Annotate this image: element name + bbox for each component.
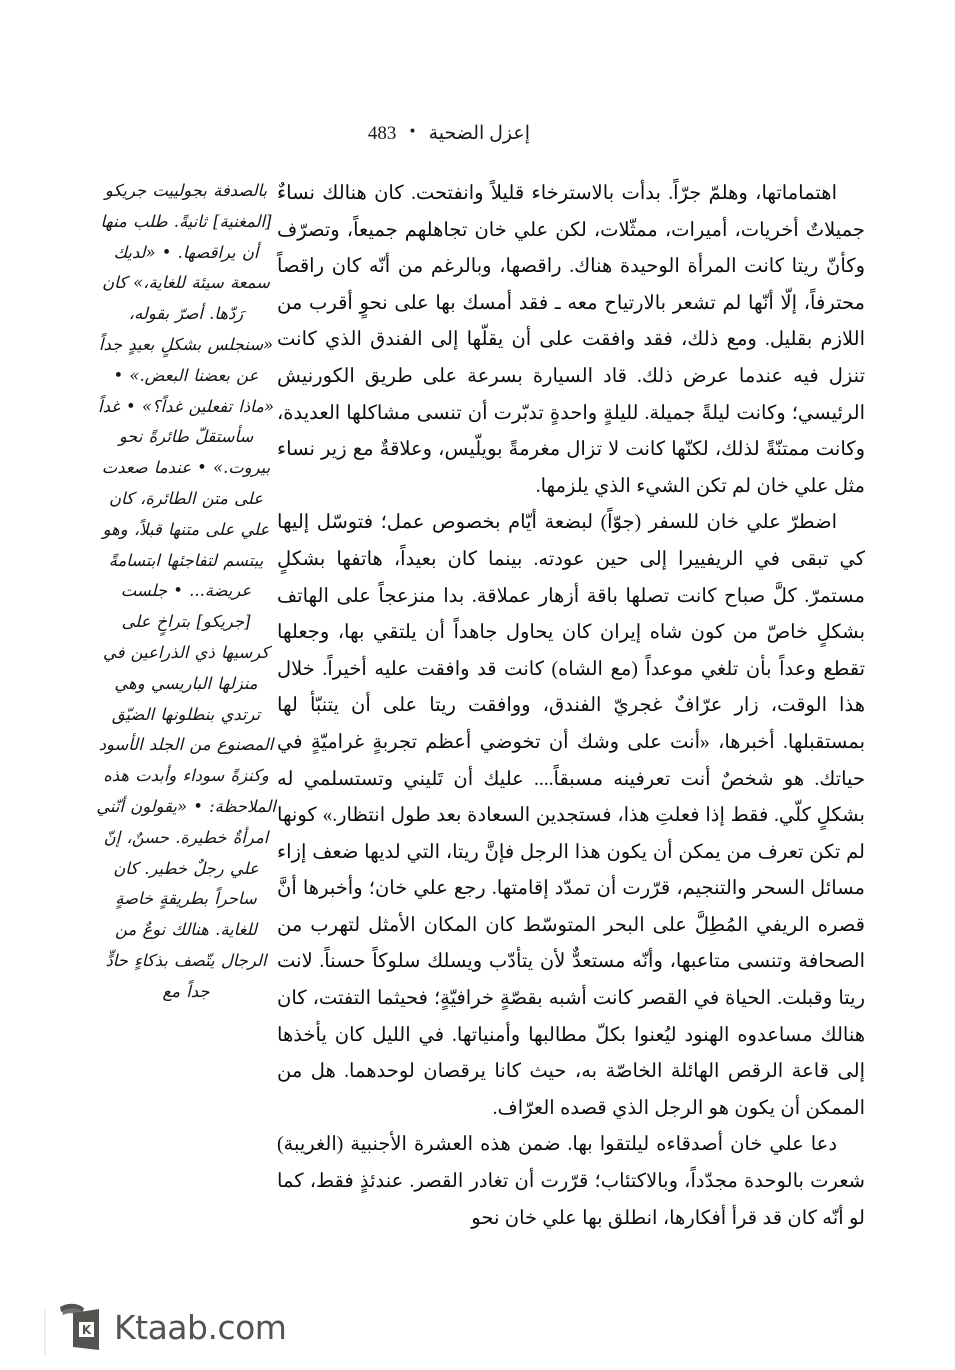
body-paragraph-3: دعا علي خان أصدقاءه ليلتقوا بها. ضمن هذه العشرة الأجنبية (الغريبة) شعرت بالوحدة مجدّداً، وبالاكتئاب؛ قرّرت أن تغادر القصر. عندئذٍ فقط، كما لو أنّه كان قد قرأ أفكارها، انطلق بها علي خان نحو	[277, 1134, 865, 1229]
page-body	[95, 176, 865, 1276]
running-header	[110, 122, 530, 148]
body-paragraph-2: اضطرّ علي خان للسفر (جوّاً) لبضعة أيّام بخصوص عمل؛ فتوسّل إليها كي تبقى في الريفييرا إلى حين عودته. بينما كان بعيداً، هاتفها بشكلٍ مستمرّ. كلَّ صباح كانت تصلها باقة أزهار عملاقة. بدا منزعجاً على الهاتف بشكلٍ خاصّ من كون شاه إيران كان يحاول جاهداً أن يلتقي بها، وجعلها تقطع وعداً بأن تلغي موعداً (مع الشاه) كانت قد وافقت عليه أخيراً. خلال هذا الوقت، زار عرّافٌ غجريّ الفندق، ووافقت ريتا على أن يتنبّأ لها بمستقبلها. أخبرها، «أنت على وشك أن تخوضي أعظم تجربةٍ غراميّةٍ في حياتك. هو شخصٌ أنت تعرفينه مسبقاً.... عليك أن تَليني وتستسلمي له بشكلٍ كلّي. فقط إذا فعلتِ هذا، فستجدين السعادة بعد طول انتظار.» كونها لم تكن تعرف من يمكن أن يكون هذا الرجل فإنَّ ريتا، التي لديها ضعف إزاء مسائل السحر والتنجيم، قرّرت أن تمدّد إقامتها. رجع علي خان؛ وأخبرها أنَّ قصره الريفي المُطِلَّ على البحر المتوسّط كان المكان الأمثل لتهرب من الصحافة وتنسى متاعبها، وأنّه مستعدٌّ لأن يتأدّب ويسلك سلوكاً حسناً. لانت ريتا وقبلت. الحياة في القصر كانت أشبه بقصّةٍ خرافيّةٍ؛ فحيثما التفتت، كان هنالك مساعدوه الهنود ليُعنوا بكلّ مطالبها وأمنياتها. في الليل كان يأخذها إلى قاعة الرقص الهائلة الخاصّة به، حيث كانا يرقصان لوحدهما. هل من الممكن أن يكون هو الرجل الذي قصده العرّاف.	[277, 512, 865, 1119]
margin-annotation-text: بالصدفة بجولييت جريكو [المغنية] ثانيةً. طلب منها أن يراقصها. • «لديك سمعة سيئة للغاية،» كان رَدّها. أصرّ بقوله، «سنجلس بشكلٍ بعيدٍ جداً عن بعضنا البعض.» • «ماذا تفعلين غداً؟» • غداً سأستقلّ طائرةً نحو بيروت.» • عندما صعدت على متن الطائرة، كان علي على متنها قبلاً، وهو يبتسم لتفاجئها ابتسامةً عريضة... • جلست [جريكو] بتراخٍ على كرسيها ذي الذراعين في منزلها الباريسي وهي ترتدي بنطلونها الضيّق المصنوع من الجلد الأسود وكنزةً سوداء وأبدت هذه الملاحظة: • «يقولون أنّني امرأةٌ خطيرة. حسنٌ، إنّ علي رجلٌ خطير. كان ساحراً بطريقةٍ خاصةٍ للغاية. هنالك نوعٌ من الرجال يتّصف بذكاءٍ حادٍّ جداً مع	[96, 181, 276, 1001]
page-number: 483	[367, 123, 397, 144]
page-edge-shade	[44, 1310, 46, 1356]
book-title: إعزل الضحية	[428, 123, 530, 144]
svg-text:K: K	[81, 1323, 92, 1337]
site-watermark	[58, 1296, 286, 1358]
main-text-column	[277, 176, 865, 1237]
margin-annotation-column	[95, 176, 277, 1008]
book-icon	[58, 1301, 104, 1353]
body-paragraph-1: اهتماماتها، وهلمّ جرّاً. بدأت بالاسترخاء قليلاً وانفتحت. كان هنالك نساءٌ جميلاتٌ أخريات، أميرات، ممثّلات، لكن علي خان تجاهلهم جميعاً، وتصرّف وكأنّ ريتا كانت المرأة الوحيدة هناك. راقصها، وبالرغم من أنّه كان راقصاً محترفاً، إلّا أنّها لم تشعر بالارتياح معه ـ فقد أمسك بها على نحوٍ أقرب من اللازم بقليل. ومع ذلك، فقد وافقت على أن يقلّها إلى الفندق الذي كانت تنزل فيه عندما عرض ذلك. قاد السيارة بسرعة على طريق الكورنيش الرئيسي؛ وكانت ليلةً جميلة. لليلةٍ واحدةٍ تدبّرت أن تنسى مشاكلها العديدة، وكانت ممتنّةً لذلك، لكنّها كانت لا تزال مغرمةً بويلّيس، وعلاقةٌ مع زير نساء مثل علي خان لم تكن الشيء الذي يلزمها.	[277, 183, 865, 497]
header-separator-dot: •	[408, 124, 417, 140]
watermark-label: Ktaab.com	[114, 1307, 287, 1347]
